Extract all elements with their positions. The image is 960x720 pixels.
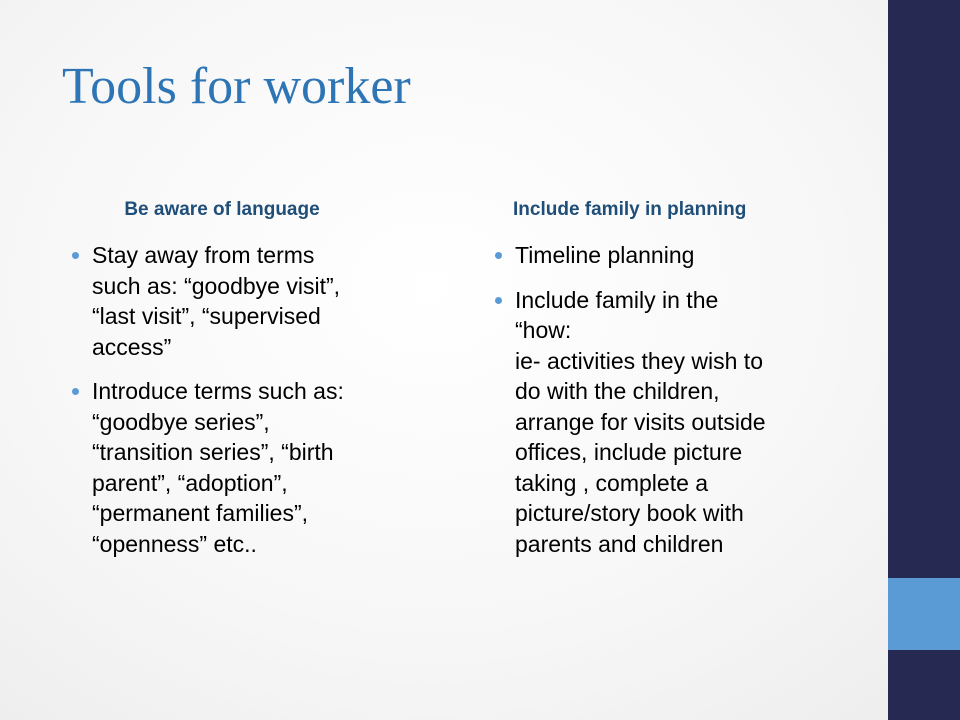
bullet-icon	[72, 388, 79, 395]
right-column	[485, 196, 857, 559]
bullet-line: parent”, “adoption”,	[92, 469, 288, 496]
bullet-line: ie- activities they wish to	[515, 347, 763, 374]
bullet-icon	[495, 252, 502, 259]
bullet-line: Introduce terms such as:	[92, 378, 344, 404]
bullet-line: “transition series”, “birth	[92, 439, 334, 465]
bullet-line: do with the children,	[515, 378, 720, 404]
left-bullet-list	[62, 240, 432, 559]
side-accent-block	[888, 578, 960, 650]
bullet-item	[485, 285, 857, 560]
right-column-heading: Include family in planning	[513, 199, 747, 220]
bullet-line: arrange for visits outside	[515, 408, 766, 435]
bullet-line: offices, include picture	[515, 439, 743, 465]
bullet-line: “how:	[515, 317, 572, 343]
bullet-line: “goodbye series”,	[92, 408, 270, 435]
bullet-item	[62, 240, 432, 362]
bullet-icon	[72, 252, 79, 259]
bullet-icon	[495, 297, 502, 304]
bullet-line: picture/story book with	[515, 500, 744, 526]
left-column	[62, 196, 432, 559]
bullet-line: “openness” etc..	[92, 530, 257, 557]
bullet-line: “last visit”, “supervised	[92, 303, 321, 329]
slide-title: Tools for worker	[62, 58, 411, 115]
bullet-line: Stay away from terms	[92, 242, 315, 268]
bullet-line: “permanent families”,	[92, 500, 309, 526]
right-bullet-list	[485, 240, 857, 559]
bullet-line: such as: “goodbye visit”,	[92, 272, 341, 299]
bullet-line: taking , complete a	[515, 469, 709, 496]
left-column-heading: Be aware of language	[124, 199, 320, 220]
bullet-item	[485, 240, 857, 271]
bullet-line: Timeline planning	[515, 242, 695, 268]
bullet-line: Include family in the	[515, 286, 719, 313]
bullet-item	[62, 376, 432, 559]
bullet-line: access”	[92, 333, 172, 360]
bullet-line: parents and children	[515, 530, 724, 557]
